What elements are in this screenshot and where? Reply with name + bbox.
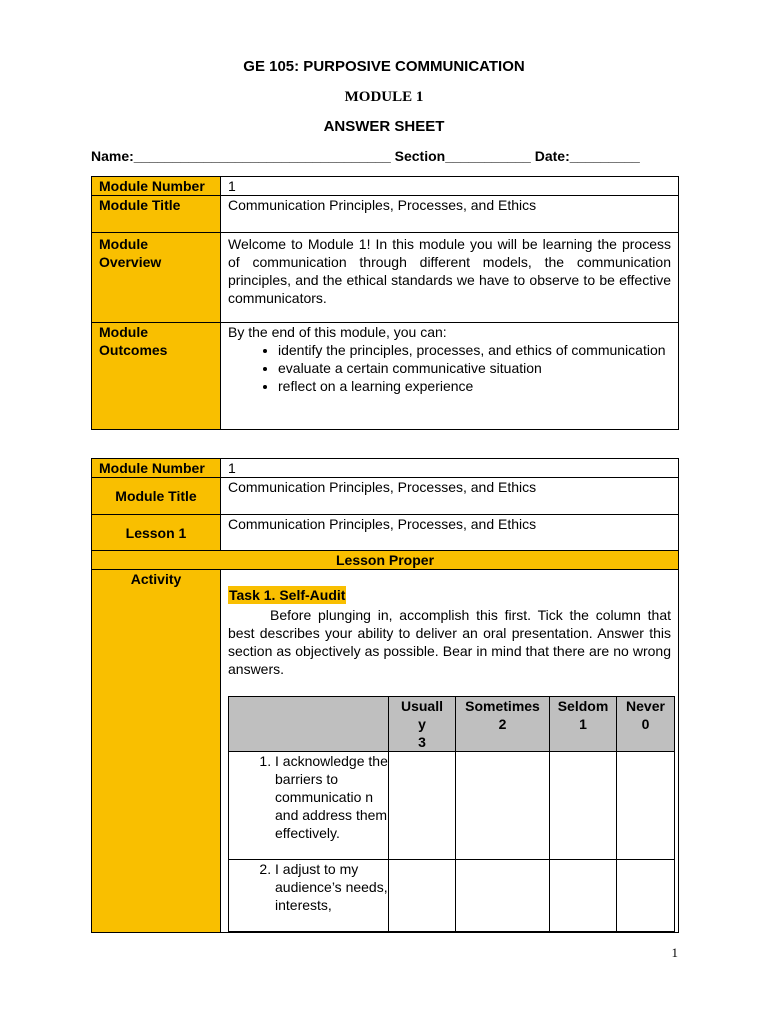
- name-section-date-line: Name:_________________________________ Section___________ Date:_________: [91, 148, 640, 164]
- audit-statement-1: 1. I acknowledge the barriers to communicatio n and address them effectively.: [275, 752, 388, 842]
- sheet-title: ANSWER SHEET: [323, 118, 445, 135]
- lesson-label: Lesson 1: [92, 515, 221, 551]
- lesson-proper-header: Lesson Proper: [92, 551, 679, 570]
- module-title-label: Module Title: [92, 196, 221, 233]
- lesson-value: Communication Principles, Processes, and Ethics: [221, 515, 679, 551]
- column-usually: Usuall y 3: [389, 697, 456, 752]
- module-title-value: Communication Principles, Processes, and Ethics: [221, 478, 679, 515]
- tick-cell-never[interactable]: [617, 752, 675, 860]
- module-number-value: 1: [221, 459, 679, 478]
- lesson-table: [91, 458, 679, 933]
- activity-cell: [221, 570, 679, 933]
- list-item: • reflect on a learning experience: [278, 377, 671, 395]
- tick-cell-seldom[interactable]: [550, 752, 617, 860]
- activity-label: Activity: [92, 570, 221, 933]
- tick-cell-seldom[interactable]: [550, 860, 617, 932]
- module-overview-text: Welcome to Module 1! In this module you will be learning the process of communication through different models, the communication principles, and the ethical standards we have to observe to be effective communicators.: [221, 233, 679, 323]
- self-audit-table: [228, 696, 675, 932]
- list-item: • evaluate a certain communicative situation: [278, 359, 671, 377]
- outcomes-list: [228, 341, 671, 395]
- tick-cell-never[interactable]: [617, 860, 675, 932]
- module-number-value: 1: [221, 177, 679, 196]
- list-item: • identify the principles, processes, and ethics of communication: [278, 341, 671, 359]
- module-heading: MODULE 1: [344, 89, 424, 105]
- module-overview-label: Module Overview: [92, 233, 221, 323]
- module-outcomes-cell: [221, 323, 679, 430]
- module-info-table: [91, 176, 679, 430]
- tick-cell-usually[interactable]: [389, 752, 456, 860]
- audit-statement-2: 2. I adjust to my audience’s needs, interests,: [275, 860, 388, 914]
- column-sometimes: Sometimes 2: [456, 697, 550, 752]
- module-outcomes-label: Module Outcomes: [92, 323, 221, 430]
- module-number-label: Module Number: [92, 177, 221, 196]
- column-never: Never 0: [617, 697, 675, 752]
- table-row: [229, 860, 389, 932]
- audit-blank-header: [229, 697, 389, 752]
- module-title-value: Communication Principles, Processes, and Ethics: [221, 196, 679, 233]
- task-instructions: Before plunging in, accomplish this first. Tick the column that best describes your ability to deliver an oral presentation. Answer this section as objectively as possible. Bear in mind that there are no wrong answers.: [228, 607, 671, 677]
- task-title: Task 1. Self-Audit: [229, 587, 346, 603]
- tick-cell-sometimes[interactable]: [456, 860, 550, 932]
- tick-cell-usually[interactable]: [389, 860, 456, 932]
- outcomes-intro: By the end of this module, you can:: [228, 324, 447, 340]
- page-number: 1: [671, 945, 678, 960]
- course-title: GE 105: PURPOSIVE COMMUNICATION: [243, 58, 525, 75]
- table-row: [229, 752, 389, 860]
- tick-cell-sometimes[interactable]: [456, 752, 550, 860]
- module-number-label: Module Number: [92, 459, 221, 478]
- column-seldom: Seldom 1: [550, 697, 617, 752]
- module-title-label: Module Title: [92, 478, 221, 515]
